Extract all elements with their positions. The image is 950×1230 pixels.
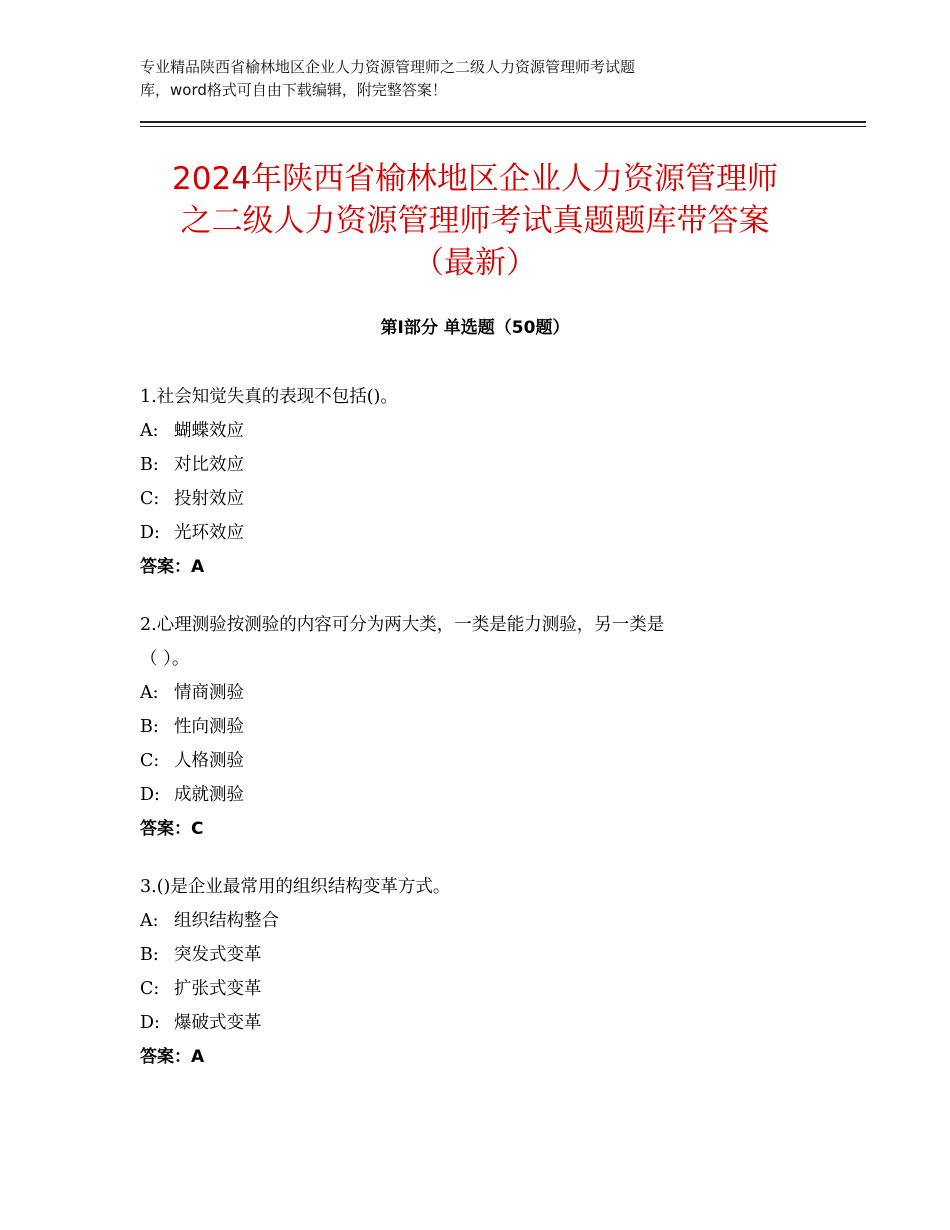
question-stem: 3.()是企业最常用的组织结构变革方式。	[140, 877, 451, 897]
option-text: 对比效应	[174, 455, 244, 475]
answer-label: 答案：A	[140, 557, 205, 577]
option-c	[140, 744, 840, 778]
option-letter: C:	[140, 979, 160, 999]
option-letter: C:	[140, 751, 160, 771]
option-text: 蝴蝶效应	[174, 421, 244, 441]
option-letter: A:	[140, 683, 159, 703]
option-text: 光环效应	[174, 523, 244, 543]
option-letter: D:	[140, 523, 160, 543]
option-text: 成就测验	[174, 785, 244, 805]
option-text: 组织结构整合	[174, 911, 279, 931]
header-note-line-1: 专业精品陕西省榆林地区企业人力资源管理师之二级人力资源管理师考试题	[140, 58, 636, 76]
option-letter: C:	[140, 489, 160, 509]
option-text: 爆破式变革	[174, 1013, 262, 1033]
header-note-line-2: 库，word格式可自由下载编辑，附完整答案！	[140, 81, 447, 99]
option-text: 性向测验	[174, 717, 244, 737]
option-text: 扩张式变革	[174, 979, 262, 999]
option-d	[140, 516, 840, 550]
option-letter: A:	[140, 911, 159, 931]
header-note	[140, 56, 820, 102]
question-2	[140, 608, 840, 846]
option-letter: B:	[140, 455, 159, 475]
option-b	[140, 938, 840, 972]
answer-label: 答案：C	[140, 819, 204, 839]
section-heading: 第Ⅰ部分 单选题（50题）	[380, 318, 570, 338]
option-b	[140, 448, 840, 482]
question-stem: 2.心理测验按测验的内容可分为两大类，一类是能力测验，另一类是	[140, 615, 665, 635]
option-text: 突发式变革	[174, 945, 262, 965]
option-text: 情商测验	[174, 683, 244, 703]
option-text: 投射效应	[174, 489, 244, 509]
option-a	[140, 904, 840, 938]
question-list	[140, 380, 840, 1098]
option-letter: D:	[140, 1013, 160, 1033]
answer-label: 答案：A	[140, 1047, 205, 1067]
question-stem: 1.社会知觉失真的表现不包括()。	[140, 387, 398, 407]
option-d	[140, 1006, 840, 1040]
option-text: 人格测验	[174, 751, 244, 771]
option-a	[140, 414, 840, 448]
question-1	[140, 380, 840, 584]
document-title	[110, 158, 840, 284]
option-d	[140, 778, 840, 812]
title-line-3: （最新）	[413, 245, 537, 281]
question-3	[140, 870, 840, 1074]
header-rule-thin	[140, 126, 866, 127]
option-b	[140, 710, 840, 744]
option-letter: B:	[140, 717, 159, 737]
title-line-1: 2024年陕西省榆林地区企业人力资源管理师	[172, 161, 778, 197]
option-letter: A:	[140, 421, 159, 441]
title-line-2: 之二级人力资源管理师考试真题题库带答案	[180, 203, 770, 239]
option-letter: D:	[140, 785, 160, 805]
option-c	[140, 972, 840, 1006]
option-letter: B:	[140, 945, 159, 965]
question-stem-continuation: （ ）。	[140, 649, 190, 669]
option-c	[140, 482, 840, 516]
header-rule-thick	[140, 121, 866, 123]
option-a	[140, 676, 840, 710]
